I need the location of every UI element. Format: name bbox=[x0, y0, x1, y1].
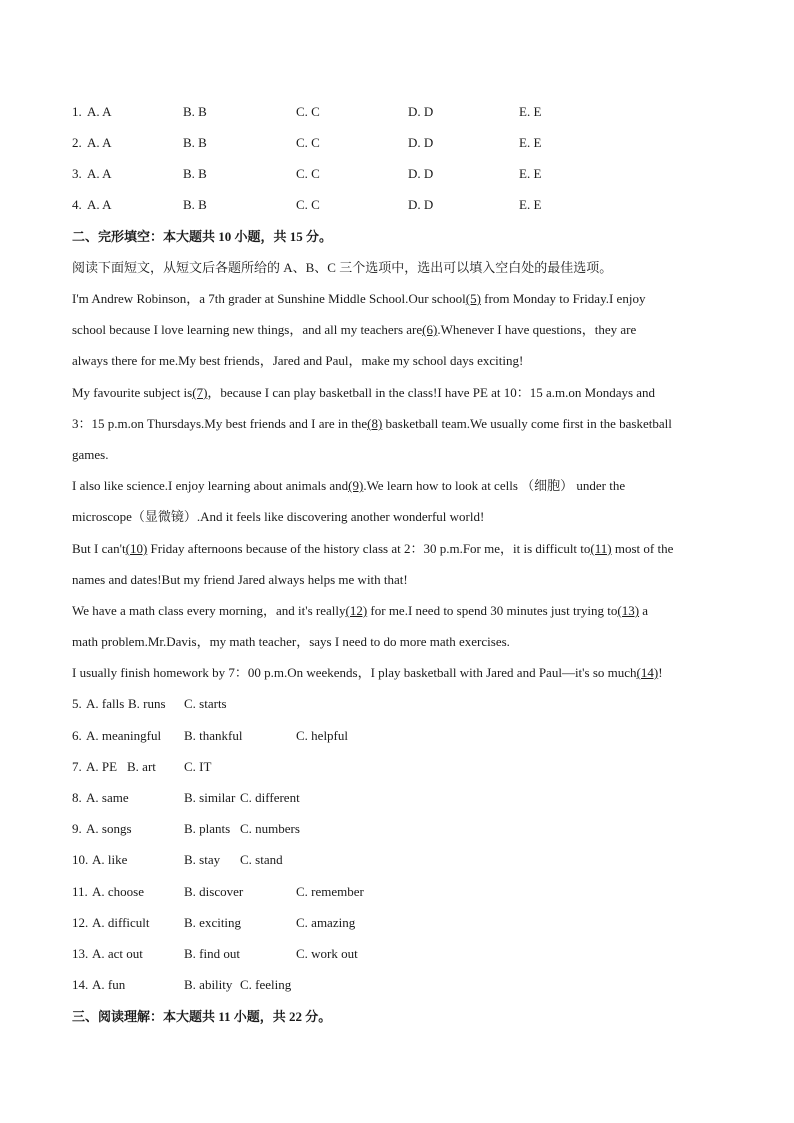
option-c: C. IT bbox=[184, 759, 212, 774]
passage-line bbox=[72, 322, 636, 338]
passage-line bbox=[72, 385, 655, 401]
option-d: D. D bbox=[408, 197, 434, 212]
question-number: 3. bbox=[72, 166, 82, 181]
option-a: A. A bbox=[87, 197, 112, 212]
option-c: C. remember bbox=[296, 884, 364, 899]
passage-text: I'm Andrew Robinson，a 7th grader at Sunshine Middle School.Our school bbox=[72, 291, 466, 306]
blank-marker: (9) bbox=[348, 478, 364, 493]
section-heading: 三、阅读理解：本大题共 11 小题，共 22 分。 bbox=[72, 1009, 332, 1024]
passage-line bbox=[72, 541, 673, 557]
option-a: A. difficult bbox=[92, 915, 150, 930]
option-b: B. similar bbox=[184, 790, 236, 805]
question-number: 9. bbox=[72, 821, 82, 836]
passage-text: math problem.Mr.Davis，my math teacher，says I need to do more math exercises. bbox=[72, 634, 510, 649]
option-a: A. PE bbox=[86, 759, 118, 774]
option-a: A. same bbox=[86, 790, 129, 805]
option-c: C. different bbox=[240, 790, 300, 805]
question-number: 13. bbox=[72, 946, 89, 961]
passage-line bbox=[72, 665, 663, 681]
passage-line bbox=[72, 353, 523, 369]
blank-marker: (7) bbox=[192, 385, 208, 400]
question-number: 5. bbox=[72, 696, 82, 711]
passage-text: school because I love learning new things，and all my teachers are bbox=[72, 322, 423, 337]
question-number: 14. bbox=[72, 977, 89, 992]
option-a: A. choose bbox=[92, 884, 144, 899]
option-c: C. feeling bbox=[240, 977, 292, 992]
option-e: E. E bbox=[519, 135, 542, 150]
option-b: B. exciting bbox=[184, 915, 242, 930]
option-a: A. songs bbox=[86, 821, 132, 836]
passage-text: .Whenever I have questions，they are bbox=[437, 322, 637, 337]
option-a: A. A bbox=[87, 135, 112, 150]
passage-line bbox=[72, 603, 648, 619]
option-b: B. plants bbox=[184, 821, 231, 836]
blank-marker: (14) bbox=[636, 665, 659, 680]
option-d: D. D bbox=[408, 166, 434, 181]
option-c: C. amazing bbox=[296, 915, 356, 930]
option-b: B. B bbox=[183, 197, 207, 212]
passage-text: I usually finish homework by 7：00 p.m.On weekends，I play basketball with Jared and Paul—it's so much bbox=[72, 665, 637, 680]
option-c: C. helpful bbox=[296, 728, 348, 743]
option-c: C. starts bbox=[184, 696, 227, 711]
option-b: B. ability bbox=[184, 977, 233, 992]
passage-text: a bbox=[639, 603, 649, 618]
option-b: B. B bbox=[183, 104, 207, 119]
option-b: B. B bbox=[183, 135, 207, 150]
option-a: A. meaningful bbox=[86, 728, 162, 743]
option-d: D. D bbox=[408, 104, 434, 119]
option-c: C. C bbox=[296, 166, 320, 181]
option-a: A. fun bbox=[92, 977, 126, 992]
question-number: 1. bbox=[72, 104, 82, 119]
passage-text: games. bbox=[72, 447, 109, 462]
option-c: C. C bbox=[296, 135, 320, 150]
section-heading: 二、完形填空：本大题共 10 小题，共 15 分。 bbox=[72, 229, 333, 244]
option-c: C. stand bbox=[240, 852, 283, 867]
blank-marker: (8) bbox=[367, 416, 383, 431]
passage-line bbox=[72, 634, 510, 650]
passage-line bbox=[72, 447, 108, 463]
passage-line bbox=[72, 478, 625, 494]
passage-line bbox=[72, 416, 672, 432]
option-e: E. E bbox=[519, 104, 542, 119]
option-b: B. B bbox=[183, 166, 207, 181]
option-a: A. like bbox=[92, 852, 128, 867]
question-number: 11. bbox=[72, 884, 88, 899]
question-number: 2. bbox=[72, 135, 82, 150]
passage-text: for me.I need to spend 30 minutes just trying to bbox=[367, 603, 618, 618]
option-a: A. act out bbox=[92, 946, 143, 961]
option-b: B. discover bbox=[184, 884, 244, 899]
passage-text: basketball team.We usually come first in the basketball bbox=[382, 416, 672, 431]
passage-text: most of the bbox=[611, 541, 674, 556]
option-b: B. stay bbox=[184, 852, 221, 867]
passage-text: names and dates!But my friend Jared always helps me with that! bbox=[72, 572, 408, 587]
option-a: A. A bbox=[87, 104, 112, 119]
option-c: C. numbers bbox=[240, 821, 300, 836]
passage-text: .We learn how to look at cells （细胞） under the bbox=[363, 478, 626, 493]
option-a: A. A bbox=[87, 166, 112, 181]
blank-marker: (11) bbox=[590, 541, 612, 556]
option-d: D. D bbox=[408, 135, 434, 150]
option-b: B. runs bbox=[128, 696, 166, 711]
option-c: C. C bbox=[296, 197, 320, 212]
question-number: 6. bbox=[72, 728, 82, 743]
option-e: E. E bbox=[519, 197, 542, 212]
passage-line bbox=[72, 509, 484, 525]
passage-line bbox=[72, 291, 645, 307]
blank-marker: (13) bbox=[617, 603, 640, 618]
question-number: 7. bbox=[72, 759, 82, 774]
passage-text: But I can't bbox=[72, 541, 126, 556]
question-number: 10. bbox=[72, 852, 89, 867]
passage-text: microscope（显微镜）.And it feels like discovering another wonderful world! bbox=[72, 509, 485, 524]
passage-text: ! bbox=[658, 665, 663, 680]
option-e: E. E bbox=[519, 166, 542, 181]
option-a: A. falls bbox=[86, 696, 125, 711]
blank-marker: (6) bbox=[422, 322, 438, 337]
option-b: B. find out bbox=[184, 946, 240, 961]
question-number: 8. bbox=[72, 790, 82, 805]
passage-text: ，because I can play basketball in the class!I have PE at 10：15 a.m.on Mondays and bbox=[207, 385, 656, 400]
passage-text: from Monday to Friday.I enjoy bbox=[480, 291, 646, 306]
blank-marker: (10) bbox=[125, 541, 148, 556]
option-b: B. thankful bbox=[184, 728, 243, 743]
passage-text: always there for me.My best friends，Jared and Paul，make my school days exciting! bbox=[72, 353, 524, 368]
passage-text: We have a math class every morning，and it's really bbox=[72, 603, 346, 618]
question-number: 12. bbox=[72, 915, 89, 930]
passage-text: 3：15 p.m.on Thursdays.My best friends and I are in the bbox=[72, 416, 368, 431]
passage-text: Friday afternoons because of the history class at 2：30 p.m.For me，it is difficult to bbox=[147, 541, 591, 556]
question-number: 4. bbox=[72, 197, 82, 212]
passage-line bbox=[72, 572, 408, 588]
passage-text: My favourite subject is bbox=[72, 385, 193, 400]
option-c: C. work out bbox=[296, 946, 358, 961]
blank-marker: (5) bbox=[465, 291, 481, 306]
blank-marker: (12) bbox=[345, 603, 368, 618]
section-instruction: 阅读下面短文，从短文后各题所给的 A、B、C 三个选项中，选出可以填入空白处的最佳选项。 bbox=[72, 260, 613, 275]
passage-text: I also like science.I enjoy learning about animals and bbox=[72, 478, 349, 493]
option-c: C. C bbox=[296, 104, 320, 119]
option-b: B. art bbox=[127, 759, 156, 774]
